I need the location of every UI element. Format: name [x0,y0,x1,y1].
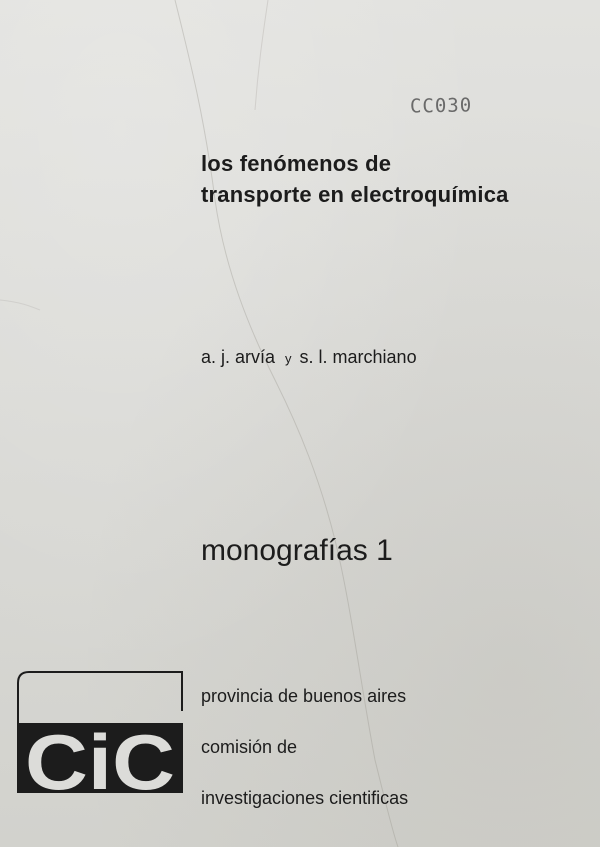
author-conjunction: y [285,351,292,366]
publisher-line-2: comisión de [201,737,298,757]
author-1: a. j. arvía [201,347,276,367]
title-line-1: los fenómenos de [201,151,392,176]
authors [201,347,417,368]
author-2: s. l. marchiano [299,347,417,367]
catalog-stamp: CC030 [409,94,473,118]
publisher-line-1: provincia de buenos aires [201,686,407,706]
logo-text: CiC [25,718,175,793]
publisher-line-3: investigaciones cientificas [201,788,409,808]
book-title [201,148,509,210]
series-label: monografías 1 [201,534,393,567]
logo-frame [18,672,182,723]
cic-logo [17,671,183,793]
publisher [201,671,408,824]
title-line-2: transporte en electroquímica [201,182,509,207]
